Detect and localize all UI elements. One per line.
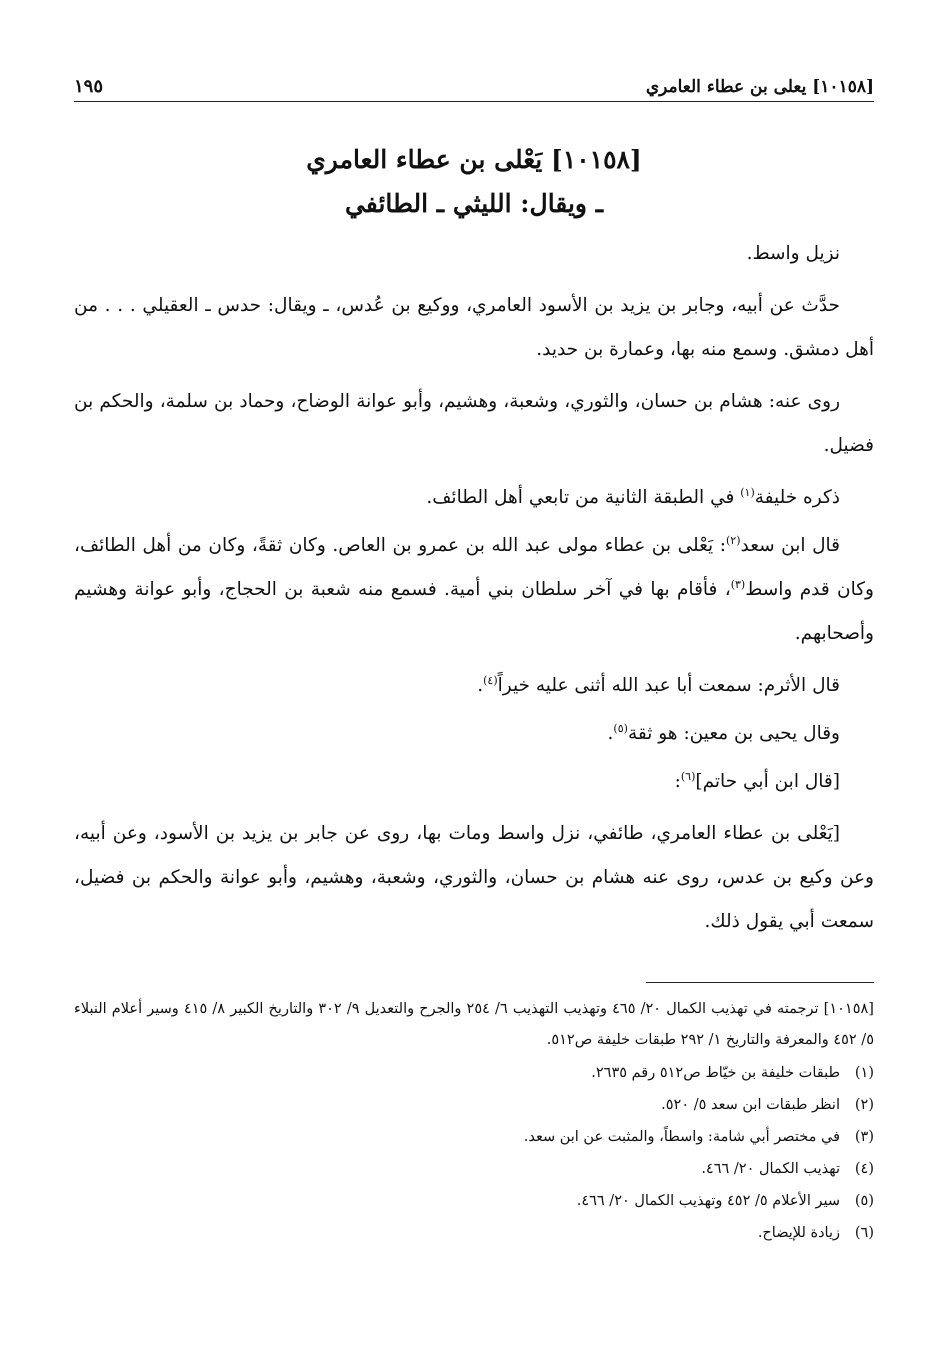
paragraph-ibn-abi-hatim (74, 760, 874, 804)
paragraph-athram (74, 664, 874, 708)
page-number: ١٩٥ (74, 76, 104, 97)
running-title: [١٠١٥٨] يعلى بن عطاء العامري (645, 77, 874, 97)
entry-heading (74, 138, 874, 226)
footnote-ref-4: (٤) (483, 673, 498, 687)
footnote-number: (٤) (854, 1161, 874, 1177)
footnote-item (74, 1090, 874, 1122)
footnote-text: في مختصر أبي شامة: واسطاً، والمثبت عن ابن سعد. (523, 1129, 840, 1145)
footnote-ref-2: (٢) (725, 533, 741, 547)
footnote-text: تهذيب الكمال ٢٠/ ٤٦٦. (701, 1161, 840, 1177)
footnote-number: (٥) (854, 1193, 874, 1209)
running-header (74, 68, 874, 102)
footnote-number: (٣) (854, 1129, 874, 1145)
footnote-list (74, 1058, 874, 1250)
footnote-source: [١٠١٥٨] ترجمته في تهذيب الكمال ٢٠/ ٤٦٥ وتهذيب التهذيب ٦/ ٢٥٤ والجرح والتعديل ٩/ ٣٠٢ والتاريخ الكبير ٨/ ٤١٥ وسير أعلام النبلاء ٥/ ٤٥٢ والمعرفة والتاريخ ١/ ٢٩٢ طبقات خليفة ص٥١٢. (74, 1001, 874, 1048)
paragraph-text: قال ابن سعد (740, 535, 840, 556)
footnote-text: زيادة للإيضاح. (757, 1225, 840, 1241)
paragraph-text: : (674, 771, 681, 792)
paragraph-text: في الطبقة الثانية من تابعي أهل الطائف. (426, 487, 741, 508)
footnote-ref-3: (٣) (730, 577, 746, 591)
footnote-number: (٦) (854, 1225, 874, 1241)
paragraph-khalifa (74, 476, 874, 520)
paragraph-text: . (607, 723, 614, 744)
footnote-item (74, 1218, 874, 1250)
footnote-divider (646, 982, 874, 983)
entry-title: [١٠١٥٨] يَعْلى بن عطاء العامري (306, 145, 642, 174)
paragraph-teachers: حدَّث عن أبيه، وجابر بن يزيد بن الأسود العامري، ووكيع بن عُدس، ـ ويقال: حدس ـ العقيلي . . . من أهل دمشق. وسمع منه بها، وعمارة بن حديد. (74, 295, 874, 360)
paragraph-text: ، فأقام بها في آخر سلطان بني أمية. فسمع منه شعبة بن الحجاج، وأبو عوانة وهشيم وأصحابهم. (74, 579, 874, 644)
paragraph-text: . (477, 675, 484, 696)
footnotes (74, 994, 874, 1250)
paragraph-quotation: [يَعْلى بن عطاء العامري، طائفي، نزل واسط ومات بها، روى عن جابر بن يزيد بن الأسود، وعن أبيه، وعن وكيع بن عدس، روى عنه هشام بن حسان، والثوري، وشعبة، وهشيم، وأبو عوانة والحكم بن فضيل، سمعت أبي يقول ذلك. (74, 823, 874, 932)
paragraph-residence: نزيل واسط. (746, 243, 840, 264)
paragraph-ibn-saad (74, 524, 874, 656)
footnote-number: (٢) (854, 1097, 874, 1113)
paragraph-text: : يَعْلى بن عطاء مولى عبد الله بن عمرو بن العاص. وكان ثقةً، وكان من أهل الطائف، وكان قدم واسط (74, 535, 874, 600)
paragraph-text: ذكره خليفة (754, 487, 840, 508)
footnote-item (74, 1186, 874, 1218)
footnote-item (74, 1122, 874, 1154)
footnote-item (74, 1058, 874, 1090)
footnote-text: انظر طبقات ابن سعد ٥/ ٥٢٠. (661, 1097, 840, 1113)
footnote-number: (١) (854, 1065, 874, 1081)
entry-body (74, 232, 874, 952)
footnote-ref-1: (١) (740, 485, 755, 499)
paragraph-students: روى عنه: هشام بن حسان، والثوري، وشعبة، وهشيم، وأبو عوانة الوضاح، وحماد بن سلمة، والحكم بن فضيل. (74, 391, 874, 456)
paragraph-text: [قال ابن أبي حاتم] (695, 771, 840, 792)
footnote-ref-6: (٦) (680, 769, 696, 783)
footnote-text: سير الأعلام ٥/ ٤٥٢ وتهذيب الكمال ٢٠/ ٤٦٦. (576, 1193, 840, 1209)
paragraph-text: وقال يحيى بن معين: هو ثقة (627, 723, 840, 744)
paragraph-ibn-main (74, 712, 874, 756)
footnote-item (74, 1154, 874, 1186)
paragraph-text: قال الأثرم: سمعت أبا عبد الله أثنى عليه خيراً (497, 675, 840, 696)
footnote-text: طبقات خليفة بن خيّاط ص٥١٢ رقم ٢٦٣٥. (591, 1065, 840, 1081)
footnote-ref-5: (٥) (613, 721, 628, 735)
entry-subtitle: ـ ويقال: الليثي ـ الطائفي (344, 189, 604, 218)
